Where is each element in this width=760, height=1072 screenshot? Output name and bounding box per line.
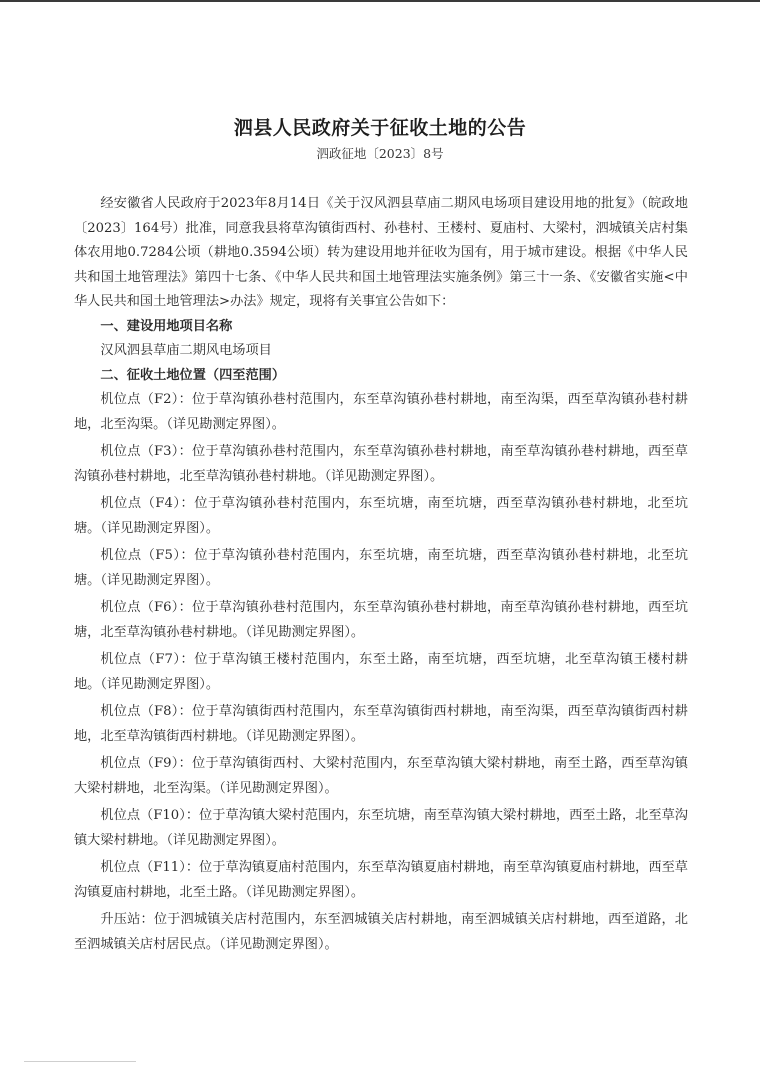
land-location-list xyxy=(74,388,688,957)
project-name-text: 汉风泗县草庙二期风电场项目 xyxy=(100,343,272,358)
top-border-line xyxy=(0,0,760,2)
document-body xyxy=(74,192,688,960)
location-item-f6: 机位点（F6）：位于草沟镇孙巷村范围内，东至草沟镇孙巷村耕地，南至草沟镇孙巷村耕地，西至坑塘，北至草沟镇孙巷村耕地。（详见勘测定界图）。 xyxy=(74,600,688,640)
section-heading-land-location: 二、征收土地位置（四至范围） xyxy=(100,367,286,383)
location-item-f5: 机位点（F5）：位于草沟镇孙巷村范围内，东至坑塘，南至坑塘，西至草沟镇孙巷村耕地，北至坑塘。（详见勘测定界图）。 xyxy=(74,548,688,588)
location-item-f9: 机位点（F9）：位于草沟镇街西村、大梁村范围内，东至草沟镇大梁村耕地，南至土路，西至草沟镇大梁村耕地，北至沟渠。（详见勘测定界图）。 xyxy=(74,756,688,796)
section-heading-project-name: 一、建设用地项目名称 xyxy=(100,318,233,334)
bottom-scan-line xyxy=(24,1061,136,1062)
document-number: 泗政征地〔2023〕8号 xyxy=(316,146,444,161)
intro-paragraph: 经安徽省人民政府于2023年8月14日《关于汉风泗县草庙二期风电场项目建设用地的批复》（皖政地〔2023〕164号）批准，同意我县将草沟镇街西村、孙巷村、王楼村、夏庙村、大梁村，泗城镇关店村集体农用地0.7284公顷（耕地0.3594公顷）转为建设用地并征收为国有，用于城市建设。根据《中华人民共和国土地管理法》第四十七条、《中华人民共和国土地管理法实施条例》第三十一条、《安徽省实施<中华人民共和国土地管理法>办法》规定，现将有关事宜公告如下： xyxy=(74,196,688,309)
location-item-f11: 机位点（F11）：位于草沟镇夏庙村范围内，东至草沟镇夏庙村耕地，南至草沟镇夏庙村耕地，西至草沟镇夏庙村耕地，北至土路。（详见勘测定界图）。 xyxy=(74,860,688,900)
location-item-f10: 机位点（F10）：位于草沟镇大梁村范围内，东至坑塘，南至草沟镇大梁村耕地，西至土路，北至草沟镇大梁村耕地。（详见勘测定界图）。 xyxy=(74,808,688,848)
document-title: 泗县人民政府关于征收土地的公告 xyxy=(233,117,527,139)
location-item-f3: 机位点（F3）：位于草沟镇孙巷村范围内，东至草沟镇孙巷村耕地，南至草沟镇孙巷村耕地，西至草沟镇孙巷村耕地，北至草沟镇孙巷村耕地。（详见勘测定界图）。 xyxy=(74,444,688,484)
location-item-f4: 机位点（F4）：位于草沟镇孙巷村范围内，东至坑塘，南至坑塘，西至草沟镇孙巷村耕地，北至坑塘。（详见勘测定界图）。 xyxy=(74,496,688,536)
location-item-substation: 升压站：位于泗城镇关店村范围内，东至泗城镇关店村耕地，南至泗城镇关店村耕地，西至道路，北至泗城镇关店村居民点。（详见勘测定界图）。 xyxy=(74,912,688,952)
location-item-f7: 机位点（F7）：位于草沟镇王楼村范围内，东至土路，南至坑塘，西至坑塘，北至草沟镇王楼村耕地。（详见勘测定界图）。 xyxy=(74,652,688,692)
location-item-f2: 机位点（F2）：位于草沟镇孙巷村范围内，东至草沟镇孙巷村耕地，南至沟渠，西至草沟镇孙巷村耕地，北至沟渠。（详见勘测定界图）。 xyxy=(74,392,688,432)
location-item-f8: 机位点（F8）：位于草沟镇街西村范围内，东至草沟镇街西村耕地，南至沟渠，西至草沟镇街西村耕地，北至草沟镇街西村耕地。（详见勘测定界图）。 xyxy=(74,704,688,744)
